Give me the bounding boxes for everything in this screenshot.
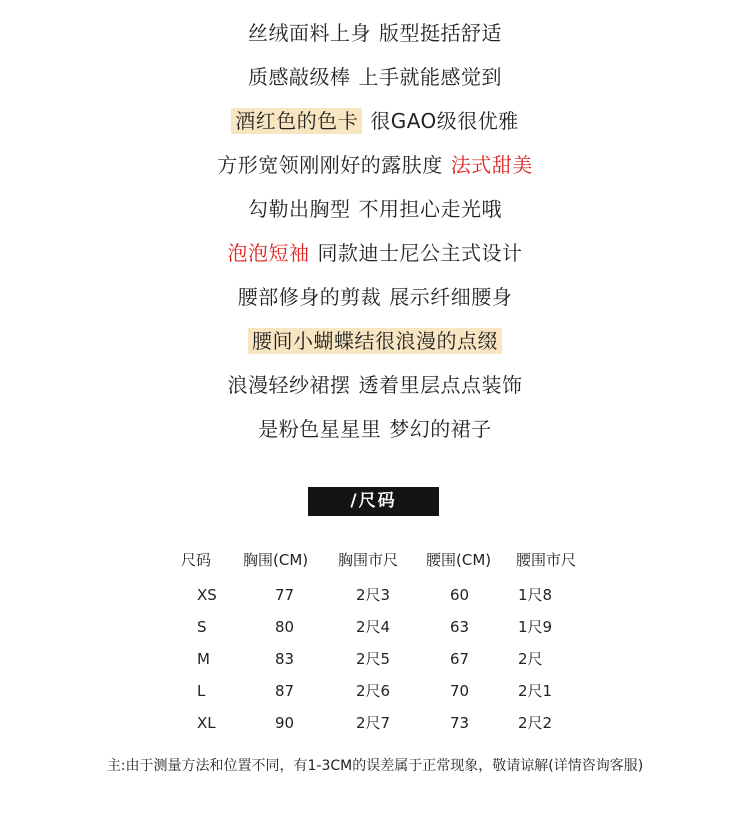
table-header-cell: 胸围市尺 bbox=[338, 551, 399, 569]
table-cell: 2尺2 bbox=[518, 714, 553, 732]
table-cell: 2尺1 bbox=[518, 682, 553, 700]
table-cell: 80 bbox=[275, 618, 295, 636]
table-cell: 2尺6 bbox=[356, 682, 391, 700]
table-cell: 1尺9 bbox=[518, 618, 553, 636]
table-cell: S bbox=[197, 618, 207, 636]
table-cell: 2尺5 bbox=[356, 650, 391, 668]
red-phrase: 法式甜美 bbox=[450, 153, 533, 177]
description-phrase: 是粉色星星里 bbox=[258, 417, 382, 441]
measurement-footnote: 主:由于测量方法和位置不同，有1-3CM的误差属于正常现象，敬请谅解(详情咨询客服) bbox=[106, 758, 644, 774]
description-line bbox=[0, 238, 750, 268]
description-line bbox=[0, 414, 750, 444]
description-line bbox=[0, 150, 750, 180]
highlighted-phrase: 酒红色的色卡 bbox=[231, 108, 362, 134]
description-phrase: 同款迪士尼公主式设计 bbox=[317, 241, 523, 265]
table-cell: 60 bbox=[450, 586, 470, 604]
table-header-cell: 胸围(CM) bbox=[243, 551, 309, 569]
description-phrase: 版型挺括舒适 bbox=[379, 21, 502, 45]
description-phrase: 浪漫轻纱裙摆 bbox=[227, 373, 351, 397]
description-phrase: 丝绒面料上身 bbox=[248, 21, 371, 45]
table-header-cell: 尺码 bbox=[181, 551, 212, 569]
table-cell: 2尺 bbox=[518, 650, 543, 668]
table-cell: 73 bbox=[450, 714, 470, 732]
red-phrase: 泡泡短袖 bbox=[227, 241, 310, 265]
table-cell: 67 bbox=[450, 650, 470, 668]
description-line bbox=[0, 106, 750, 136]
description-phrase: 勾勒出胸型 bbox=[248, 197, 351, 221]
description-line bbox=[0, 18, 750, 48]
description-line bbox=[0, 62, 750, 92]
table-cell: 2尺3 bbox=[356, 586, 391, 604]
table-cell: 2尺7 bbox=[356, 714, 391, 732]
table-header-cell: 腰围市尺 bbox=[516, 551, 577, 569]
table-cell: L bbox=[197, 682, 206, 700]
table-cell: M bbox=[197, 650, 210, 668]
description-line bbox=[0, 370, 750, 400]
table-header-cell: 腰围(CM) bbox=[426, 551, 492, 569]
description-line bbox=[0, 194, 750, 224]
table-cell: 77 bbox=[275, 586, 295, 604]
description-phrase: 透着里层点点装饰 bbox=[358, 373, 523, 397]
table-cell: XL bbox=[197, 714, 216, 732]
description-phrase: 质感敲级棒 bbox=[248, 65, 351, 89]
highlighted-phrase: 腰间小蝴蝶结很浪漫的点缀 bbox=[248, 328, 502, 354]
description-line bbox=[0, 326, 750, 356]
description-phrase: 方形宽领刚刚好的露肤度 bbox=[217, 153, 443, 177]
table-cell: 70 bbox=[450, 682, 470, 700]
description-phrase: 上手就能感觉到 bbox=[358, 65, 502, 89]
table-cell: XS bbox=[197, 586, 217, 604]
table-cell: 83 bbox=[275, 650, 295, 668]
table-cell: 87 bbox=[275, 682, 295, 700]
description-phrase: 很GAO级很优雅 bbox=[370, 109, 519, 133]
description-phrase: 腰部修身的剪裁 bbox=[237, 285, 382, 309]
size-section-title: /尺码 bbox=[308, 487, 439, 516]
description-phrase: 展示纤细腰身 bbox=[389, 285, 513, 309]
table-cell: 90 bbox=[275, 714, 295, 732]
description-phrase: 梦幻的裙子 bbox=[389, 417, 492, 441]
table-cell: 1尺8 bbox=[518, 586, 553, 604]
table-cell: 2尺4 bbox=[356, 618, 391, 636]
description-phrase: 不用担心走光哦 bbox=[358, 197, 502, 221]
table-cell: 63 bbox=[450, 618, 470, 636]
description-line bbox=[0, 282, 750, 312]
